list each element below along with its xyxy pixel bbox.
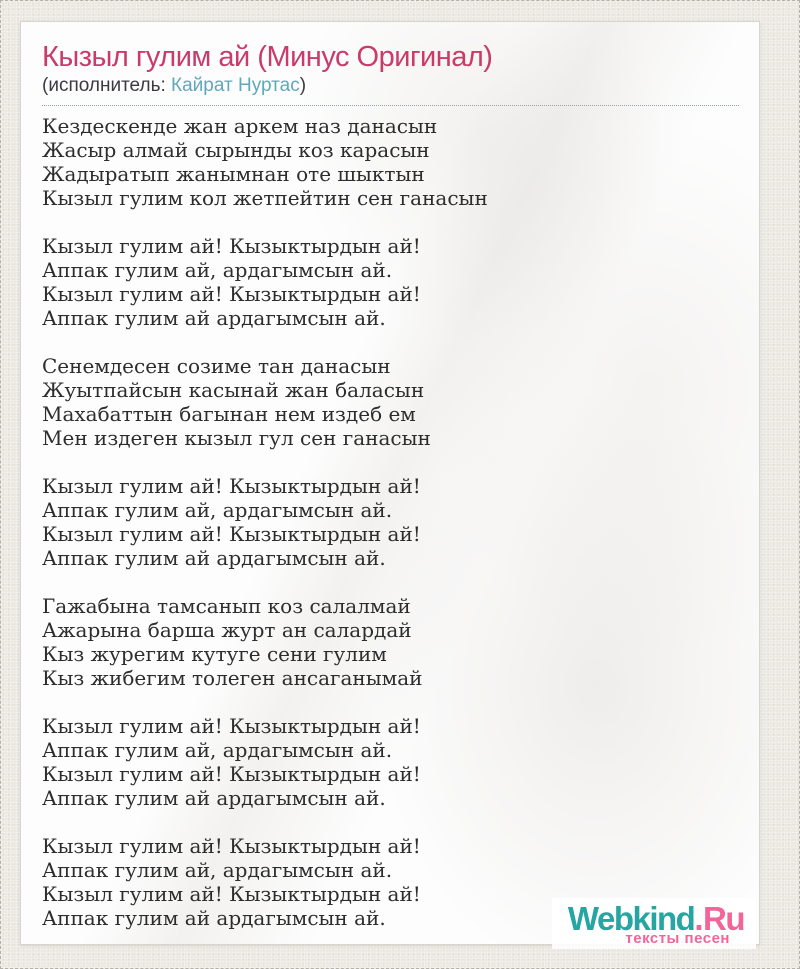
lyric-line: Кызыл гулим ай! Кызыктырдын ай! — [42, 234, 421, 258]
lyric-line: Кызыл гулим ай! Кызыктырдын ай! — [42, 834, 421, 858]
webkind-logo[interactable] — [552, 898, 756, 949]
lyric-line: Кызыл гулим ай! Кызыктырдын ай! — [42, 762, 421, 786]
lyric-line: Кыз жибегим толеген ансаганымай — [42, 666, 423, 690]
lyric-line: Кызыл гулим ай! Кызыктырдын ай! — [42, 282, 421, 306]
lyric-line: Кызыл гулим ай! Кызыктырдын ай! — [42, 882, 421, 906]
logo-tagline: тексты песен — [625, 930, 730, 947]
lyrics — [42, 114, 739, 930]
logo-webkind-text: Webkind — [567, 900, 695, 937]
lyric-line: Жуытпайсын касынай жан баласын — [42, 378, 425, 402]
lyric-line: Кездескенде жан аркем наз данасын — [42, 114, 438, 138]
lyric-line: Аппак гулим ай, ардагымсын ай. — [42, 858, 393, 882]
artist-suffix: ) — [299, 75, 307, 96]
artist-link[interactable]: Кайрат Нуртас — [171, 75, 300, 96]
lyric-line: Кызыл гулим ай! Кызыктырдын ай! — [42, 474, 421, 498]
lyric-line: Кызыл гулим ай! Кызыктырдын ай! — [42, 522, 421, 546]
lyric-line: Аппак гулим ай ардагымсын ай. — [42, 906, 386, 930]
lyric-line: Сенемдесен созиме тан данасын — [42, 354, 391, 378]
stanza — [42, 474, 739, 570]
lyric-line: Кызыл гулим кол жетпейтин сен ганасын — [42, 186, 488, 210]
lyric-line: Мен издеген кызыл гул сен ганасын — [42, 426, 431, 450]
logo-dot: . — [694, 900, 702, 937]
content-card — [20, 21, 760, 945]
lyric-line: Ажарына барша журт ан салардай — [42, 618, 412, 642]
lyric-line: Махабаттын багынан нем издеб ем — [42, 402, 416, 426]
stanza — [42, 594, 739, 690]
logo-ru-text: Ru — [702, 900, 746, 943]
lyric-line: Кыз журегим кутуге сени гулим — [42, 642, 387, 666]
artist-label: (исполнитель: — [42, 75, 172, 96]
lyric-line: Аппак гулим ай, ардагымсын ай. — [42, 258, 393, 282]
lyric-line: Кызыл гулим ай! Кызыктырдын ай! — [42, 714, 421, 738]
artist-line — [42, 75, 739, 106]
lyric-line: Аппак гулим ай ардагымсын ай. — [42, 306, 386, 330]
lyric-line: Жадыратып жанымнан оте шыктын — [42, 162, 425, 186]
lyric-line: Жасыр алмай сырынды коз карасын — [42, 138, 430, 162]
lyric-line: Аппак гулим ай ардагымсын ай. — [42, 546, 386, 570]
stanza — [42, 114, 739, 210]
stanza — [42, 714, 739, 810]
page-title: Кызыл гулим ай (Минус Оригинал) — [42, 41, 493, 73]
lyric-line: Аппак гулим ай, ардагымсын ай. — [42, 738, 393, 762]
lyric-line: Аппак гулим ай ардагымсын ай. — [42, 786, 386, 810]
lyric-line: Аппак гулим ай, ардагымсын ай. — [42, 498, 393, 522]
lyric-line: Гажабына тамсанып коз салалмай — [42, 594, 411, 618]
stanza — [42, 234, 739, 330]
stanza — [42, 354, 739, 450]
